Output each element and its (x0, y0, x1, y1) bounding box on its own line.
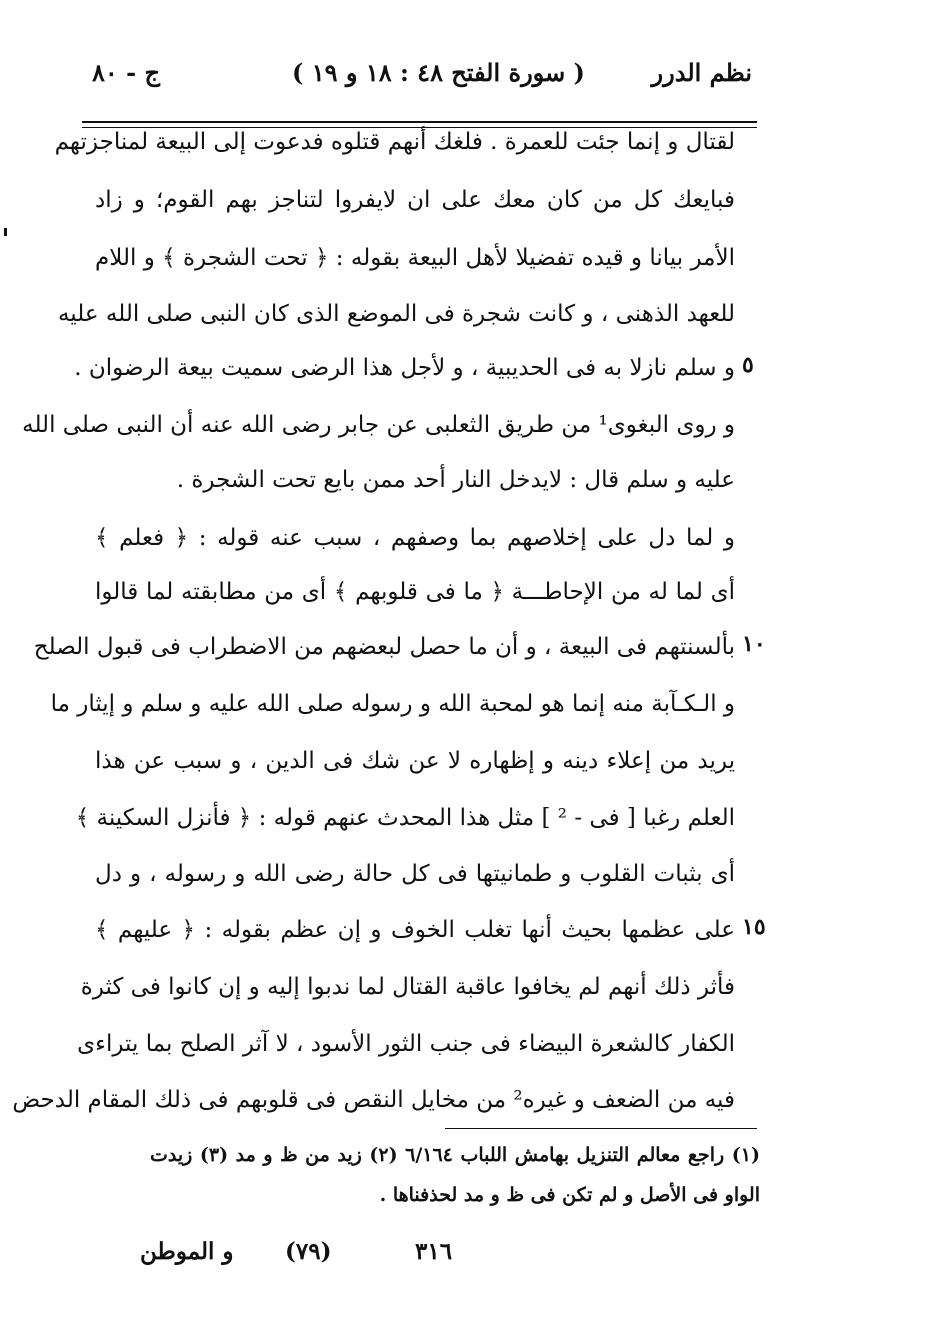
footnote-line: (١) راجع معالم التنزيل بهامش اللباب ٦/١٦٤ (٢) زيد من ظ و مد (٣) زيدت (150, 1144, 760, 1166)
text-line: و روى البغوى¹ من طريق الثعلبى عن جابر رضى الله عنه أن النبى صلى الله (22, 412, 735, 438)
book-title: نظم الدرر (651, 58, 752, 87)
volume-label: ج - ٨٠ (92, 58, 160, 87)
line-number: ٥ (742, 352, 754, 378)
text-line: أى لما له من الإحاطـــة ﴿ ما فى قلوبهم ﴾ أى من مطابقته لما قالوا (95, 579, 735, 605)
text-line: فأثر ذلك أنهم لم يخافوا عاقبة القتال لما ندبوا إليه و إن كانوا فى كثرة (80, 974, 735, 1000)
text-line: بألسنتهم فى البيعة ، و أن ما حصل لبعضهم من الاضطراب فى قبول الصلح (33, 634, 735, 660)
text-line: فبايعك كل من كان معك على ان لايفروا لتناجز بهم القوم؛ و زاد (95, 187, 735, 213)
surah-reference: ( سورة الفتح ٤٨ : ١٨ و ١٩ ) (292, 58, 585, 87)
text-line: و سلم نازلا به فى الحديبية ، و لأجل هذا الرضى سميت بيعة الرضوان . (74, 355, 735, 381)
page-number: ٣١٦ (415, 1238, 453, 1265)
text-line: العلم رغبا [ فى - ² ] مثل هذا المحدث عنهم قوله : ﴿ فأنزل السكينة ﴾ (75, 805, 735, 831)
line-number: ١٠ (742, 631, 766, 657)
text-line: عليه و سلم قال : لايدخل النار أحد ممن بايع تحت الشجرة . (176, 467, 735, 493)
text-line: على عظمها بحيث أنها تغلب الخوف و إن عظم بقوله : ﴿ عليهم ﴾ (95, 917, 735, 943)
line-number: ١٥ (742, 914, 766, 940)
text-line: و لما دل على إخلاصهم بما وصفهم ، سبب عنه قوله : ﴿ فعلم ﴾ (95, 525, 735, 551)
catchword: و الموطن (140, 1238, 234, 1265)
text-line: و الـكـآبة منه إنما هو لمحبة الله و رسوله صلى الله عليه و سلم و إيثار ما (50, 691, 735, 717)
text-line: لقتال و إنما جئت للعمرة . فلغك أنهم قتلوه فدعوت إلى البيعة لمناجزتهم (54, 129, 735, 155)
text-line: فيه من الضعف و غيره² من مخايل النقص فى قلوبهم فى ذلك المقام الدحض (12, 1087, 735, 1113)
page-footer (130, 1238, 730, 1278)
footnote-rule (445, 1128, 757, 1129)
page-header (92, 58, 752, 108)
text-line: الأمر بيانا و قيده تفضيلا لأهل البيعة بقوله : ﴿ تحت الشجرة ﴾ و اللام (95, 245, 735, 271)
text-line: للعهد الذهنى ، و كانت شجرة فى الموضع الذى كان النبى صلى الله عليه (57, 301, 735, 327)
margin-mark (4, 228, 7, 236)
signature-mark: (٧٩) (285, 1238, 332, 1265)
footnote-line: الواو فى الأصل و لم تكن فى ظ و مد لحذفناها . (379, 1184, 760, 1206)
text-line: يريد من إعلاء دينه و إظهاره لا عن شك فى الدين ، و سبب عن هذا (95, 748, 735, 774)
text-line: الكفار كالشعرة البيضاء فى جنب الثور الأسود ، لا آثر الصلح بما يتراءى (77, 1031, 735, 1057)
text-line: أى بثبات القلوب و طمانيتها فى كل حالة رضى الله و رسوله ، و دل (95, 861, 735, 887)
